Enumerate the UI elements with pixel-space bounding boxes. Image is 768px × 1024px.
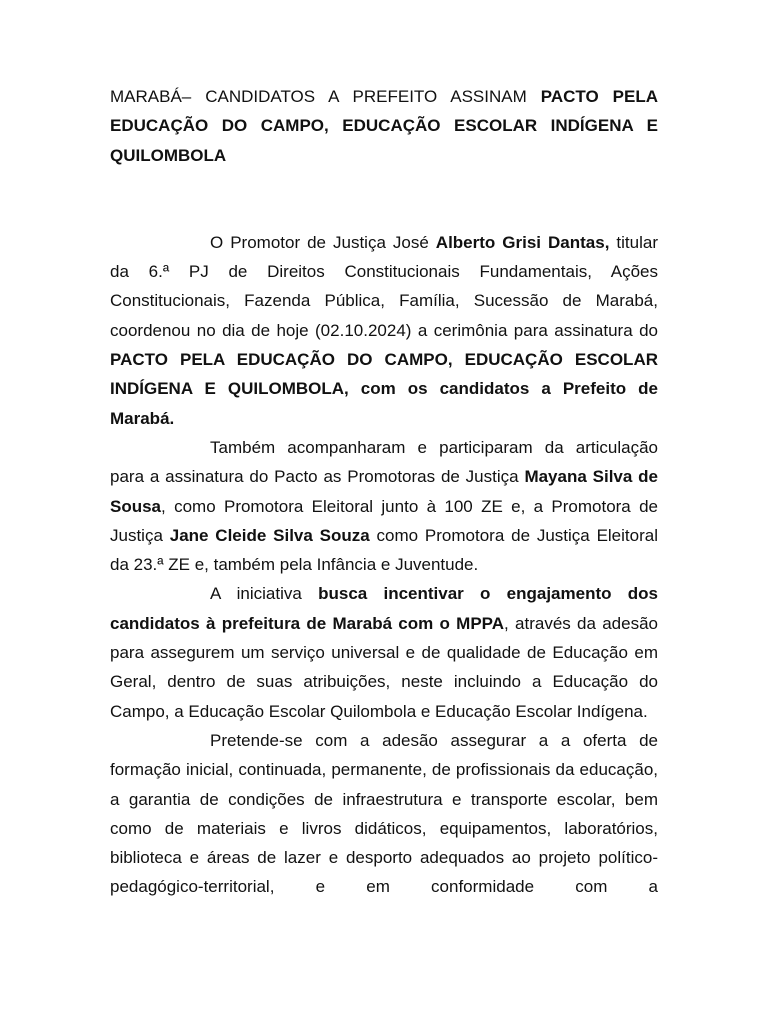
paragraph-4 [110, 726, 658, 902]
text-run: A iniciativa [210, 584, 319, 604]
text-run: como Promotora de Justiça Eleitoral da 23.ª ZE e, também pela Infância e Juventude. [110, 525, 658, 575]
document-body [110, 82, 658, 902]
text-run-bold: busca incentivar o engajamento dos candidatos à prefeitura de Marabá com o MPPA [110, 584, 658, 633]
text-run: titular da 6.ª PJ de Direitos Constitucionais Fundamentais, Ações Constitucionais, Fazenda Pública, Família, Sucessão de Marabá, coordenou no dia de hoje (02.10.2024) a cerimônia para assinatura do [110, 232, 658, 340]
document-headline [110, 82, 658, 170]
paragraph-3 [110, 579, 658, 725]
headline-emphasis: PACTO PELA EDUCAÇÃO DO CAMPO, EDUCAÇÃO ESCOLAR INDÍGENA E QUILOMBOLA [110, 87, 658, 165]
text-run-bold: Alberto Grisi Dantas, [435, 232, 610, 252]
text-run: O Promotor de Justiça José [210, 232, 436, 252]
text-run-bold: Mayana Silva de Sousa [110, 467, 658, 516]
headline-spacer [110, 170, 658, 228]
text-run-bold: Jane Cleide Silva Souza [169, 525, 370, 545]
paragraph-1 [110, 228, 658, 433]
text-run: , como Promotora Eleitoral junto à 100 ZE e, a Promotora de Justiça [110, 496, 658, 545]
text-run: , através da adesão para assegurem um serviço universal e de qualidade de Educação em Geral, dentro de suas atribuições, neste incluindo a Educação do Campo, a Educação Escolar Quilombola e Educação Escolar Indígena. [110, 613, 658, 721]
text-run: Também acompanharam e participaram da articulação para a assinatura do Pacto as Promotoras de Justiça [110, 437, 658, 487]
paragraph-2 [110, 433, 658, 579]
text-run: Pretende-se com a adesão assegurar a a oferta de formação inicial, continuada, permanente, de profissionais da educação, a garantia de condições de infraestrutura e transporte escolar, bem como de materiais e livros didáticos, equipamentos, laboratórios, biblioteca e áreas de lazer e desporto adequados ao projeto político-pedagógico-territorial, e em conformidade com a [110, 730, 658, 897]
headline-prefix: MARABÁ– CANDIDATOS A PREFEITO ASSINAM [110, 87, 541, 106]
text-run-bold: PACTO PELA EDUCAÇÃO DO CAMPO, EDUCAÇÃO ESCOLAR INDÍGENA E QUILOMBOLA, com os candidatos a Prefeito de Marabá. [110, 350, 658, 428]
